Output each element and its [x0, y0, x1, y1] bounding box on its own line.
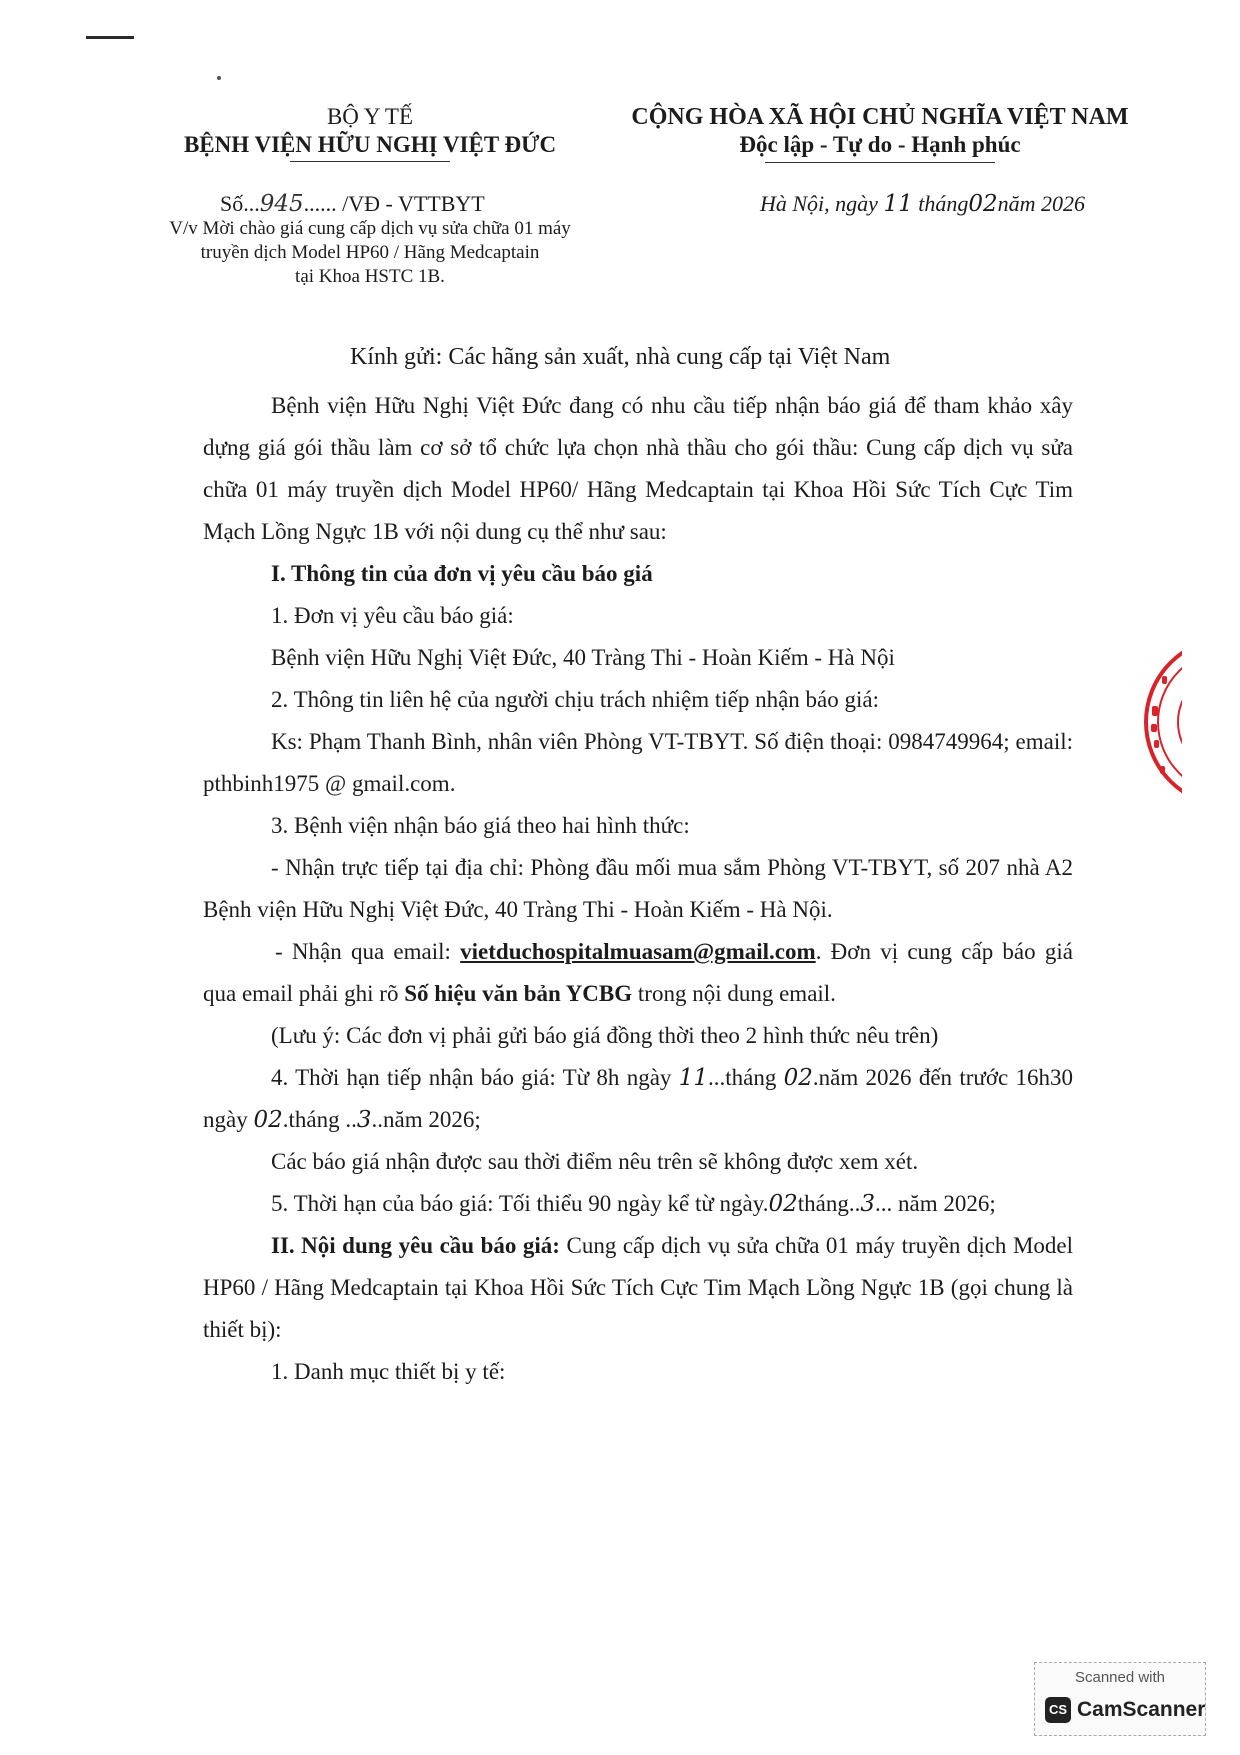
date-day: 11 — [883, 191, 913, 217]
doc-number-prefix: Số... — [220, 191, 260, 216]
item-2-value: Ks: Phạm Thanh Bình, nhân viên Phòng VT-TBYT. Số điện thoại: 0984749964; email: pthbinh1975 @ gmail.com. — [203, 729, 1073, 796]
country-name: CỘNG HÒA XÃ HỘI CHỦ NGHĨA VIỆT NAM — [631, 104, 1129, 130]
section-2-item-1: 1. Danh mục thiết bị y tế: — [271, 1359, 506, 1384]
email-mid: . Đơn vị cung cấp báo giá qua email phải ghi rõ — [203, 939, 1073, 1006]
section-2-text: Cung cấp dịch vụ sửa chữa 01 máy truyền dịch Model HP60 / Hãng Medcaptain tại Khoa Hồi Sức Tích Cực Tim Mạch Lồng Ngực 1B (gọi chung là thiết bị): — [203, 1233, 1073, 1342]
item-4 — [203, 1057, 1073, 1141]
section-1-title-text: I. Thông tin của đơn vị yêu cầu báo giá — [271, 561, 653, 586]
date-prefix: Hà Nội, ngày — [760, 191, 884, 216]
item-4-text-e: ..năm 2026; — [371, 1107, 481, 1132]
doc-number-suffix: ...... /VĐ - VTTBYT — [303, 191, 485, 216]
subject-line-1: V/v Mời chào giá cung cấp dịch vụ sửa chữa 01 máy — [169, 218, 571, 239]
scanned-with-label: Scanned with — [1074, 1669, 1166, 1686]
item-4-text-b: ...tháng — [707, 1065, 784, 1090]
document-number — [220, 191, 485, 217]
item-4-day-1: 11 — [678, 1065, 708, 1091]
item-4-text-a: 4. Thời hạn tiếp nhận báo giá: Từ 8h ngày — [271, 1065, 679, 1090]
scan-mark — [86, 36, 134, 39]
camscanner-badge — [1034, 1662, 1206, 1736]
date-month-label: tháng — [912, 191, 969, 216]
subject-line-2: truyền dịch Model HP60 / Hãng Medcaptain — [200, 242, 540, 263]
issuer-underline — [290, 161, 450, 162]
intro-paragraph: Bệnh viện Hữu Nghị Việt Đức đang có nhu cầu tiếp nhận báo giá để tham khảo xây dựng giá gói thầu làm cơ sở tổ chức lựa chọn nhà thầu cho gói thầu: Cung cấp dịch vụ sửa chữa 01 máy truyền dịch Model HP60/ Hãng Medcaptain tại Khoa Hồi Sức Tích Cực Tim Mạch Lồng Ngực 1B với nội dung cụ thể như sau: — [203, 393, 1073, 544]
item-5-month: 3 — [860, 1191, 876, 1217]
issue-date — [760, 191, 1085, 217]
date-month: 02 — [968, 191, 998, 217]
addressee: Kính gửi: Các hãng sản xuất, nhà cung cấp tại Việt Nam — [350, 344, 891, 370]
national-motto: Độc lập - Tự do - Hạnh phúc — [739, 132, 1021, 157]
doc-number-handwritten: 945 — [259, 191, 304, 217]
item-4-text-c: .năm 2026 đến trước 16h30 ngày — [203, 1065, 1073, 1132]
item-4-note: Các báo giá nhận được sau thời điểm nêu trên sẽ không được xem xét. — [271, 1149, 919, 1174]
red-seal-stamp — [1138, 636, 1182, 808]
camscanner-label: CamScanner — [1077, 1698, 1206, 1721]
section-2 — [203, 1225, 1073, 1351]
item-1-value: Bệnh viện Hữu Nghị Việt Đức, 40 Tràng Thi - Hoàn Kiếm - Hà Nội — [271, 645, 895, 670]
email-link[interactable]: vietduchospitalmuasam@gmail.com — [460, 939, 816, 964]
section-1-title — [203, 553, 1073, 595]
item-4-month-2: 3 — [356, 1107, 372, 1133]
item-5 — [203, 1183, 1073, 1225]
motto-underline — [765, 162, 995, 163]
email-prefix: - Nhận qua email: — [275, 939, 461, 964]
email-end: trong nội dung email. — [632, 981, 836, 1006]
item-4-text-d: .tháng .. — [282, 1107, 357, 1132]
hospital-name: BỆNH VIỆN HỮU NGHỊ VIỆT ĐỨC — [183, 132, 557, 157]
item-2-label: 2. Thông tin liên hệ của người chịu trách nhiệm tiếp nhận báo giá: — [271, 687, 879, 712]
national-header — [600, 103, 1160, 163]
ministry-name: BỘ Y TẾ — [326, 104, 414, 129]
issuer-header — [150, 103, 590, 162]
item-4-day-2: 02 — [253, 1107, 283, 1133]
item-5-text-c: ... năm 2026; — [875, 1191, 996, 1216]
email-bold: Số hiệu văn bản YCBG — [404, 981, 633, 1006]
item-5-text-b: tháng.. — [797, 1191, 861, 1216]
subject-line — [150, 217, 590, 289]
item-3-email — [203, 931, 1073, 1015]
item-4-month-1: 02 — [783, 1065, 813, 1091]
item-3-label: 3. Bệnh viện nhận báo giá theo hai hình thức: — [271, 813, 690, 838]
note: (Lưu ý: Các đơn vị phải gửi báo giá đồng thời theo 2 hình thức nêu trên) — [271, 1023, 939, 1048]
subject-line-3: tại Khoa HSTC 1B. — [295, 266, 445, 287]
item-5-day: 02 — [768, 1191, 798, 1217]
date-year: năm 2026 — [997, 191, 1086, 216]
camscanner-logo-icon: CS — [1045, 1697, 1071, 1723]
item-3-direct: - Nhận trực tiếp tại địa chỉ: Phòng đầu mối mua sắm Phòng VT-TBYT, số 207 nhà A2 Bệnh viện Hữu Nghị Việt Đức, 40 Tràng Thi - Hoàn Kiếm - Hà Nội. — [203, 855, 1073, 922]
scan-dot — [217, 76, 221, 80]
item-5-text-a: 5. Thời hạn của báo giá: Tối thiểu 90 ngày kể từ ngày. — [271, 1191, 769, 1216]
seal-graphic — [1138, 636, 1182, 808]
document-body — [203, 385, 1073, 1393]
section-2-title: II. Nội dung yêu cầu báo giá: — [271, 1233, 560, 1258]
item-1-label: 1. Đơn vị yêu cầu báo giá: — [271, 603, 514, 628]
